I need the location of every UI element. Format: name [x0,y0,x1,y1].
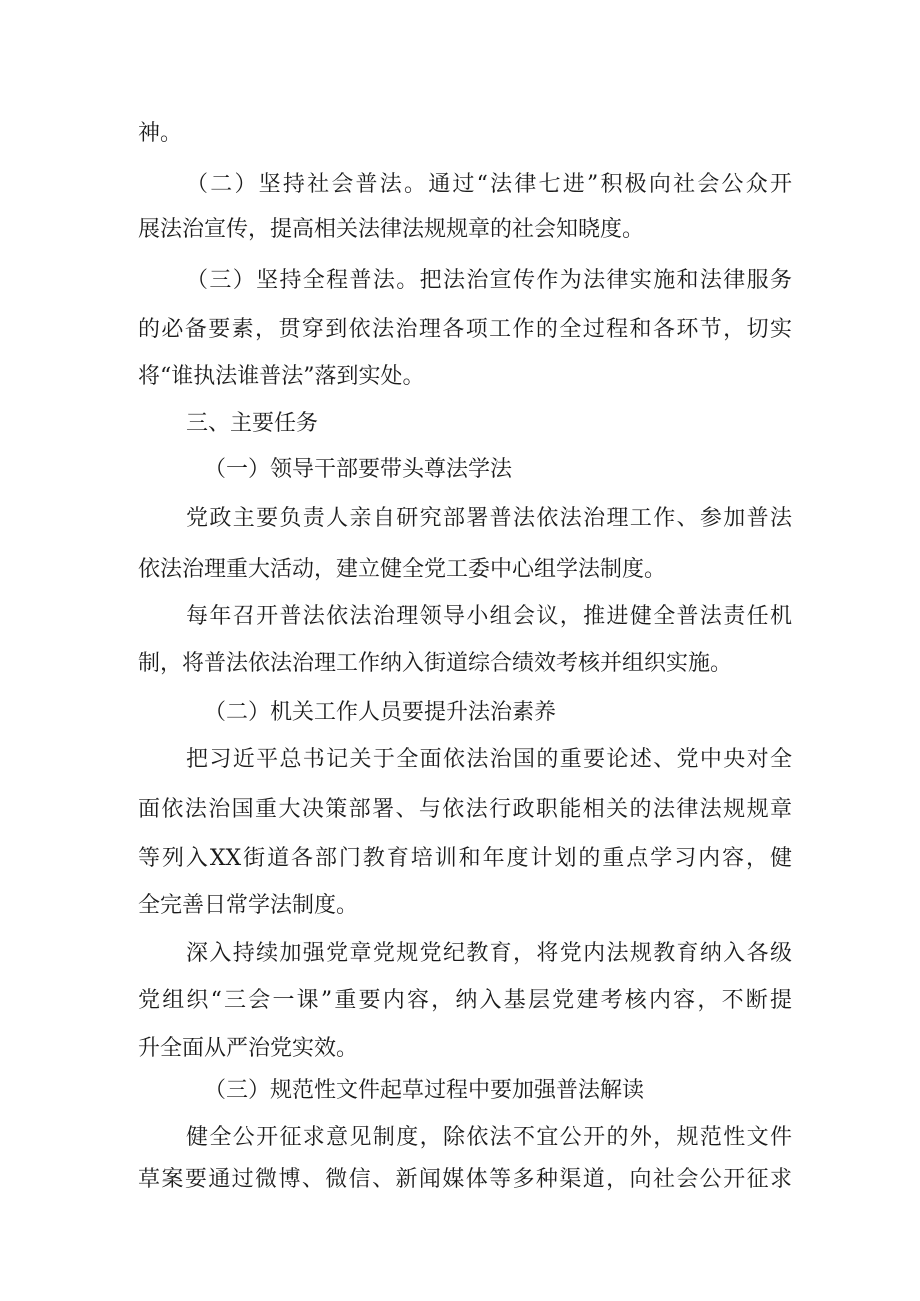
text-line: 的必备要素，贯穿到依法治理各项工作的全过程和各环节，切实 [138,317,792,342]
text-line: 制，将普法依法治理工作纳入街道综合绩效考核并组织实施。 [138,651,733,676]
text-line: 健全公开征求意见制度，除依法不宜公开的外，规范性文件 [186,1125,792,1150]
text-line: 草案要通过微博、微信、新闻媒体等多种渠道，向社会公开征求 [138,1167,792,1192]
text-line: 党组织“三会一课”重要内容，纳入基层党建考核内容，不断提 [138,988,792,1013]
text-line: 升全面从严治党实效。 [138,1036,359,1061]
text-line: 全完善日常学法制度。 [138,893,359,918]
text-line: 展法治宣传，提高相关法律法规规章的社会知晓度。 [138,217,645,242]
text-line: 依法治理重大活动，建立健全党工委中心组学法制度。 [138,557,667,582]
text-line: 每年召开普法依法治理领导小组会议，推进健全普法责任机 [186,604,792,629]
text-line: （二）坚持社会普法。通过“法律七进”积极向社会公众开 [186,172,792,197]
text-line: 党政主要负责人亲自研究部署普法依法治理工作、参加普法 [186,506,792,531]
subsection-heading: （三）规范性文件起草过程中要加强普法解读 [204,1078,645,1103]
section-heading: 三、主要任务 [186,411,319,436]
text-line: 等列入XX街道各部门教育培训和年度计划的重点学习内容，健 [138,846,792,871]
text-line: 面依法治国重大决策部署、与依法行政职能相关的法律法规规章 [138,797,792,822]
text-line: 把习近平总书记关于全面依法治国的重要论述、党中央对全 [186,747,792,772]
text-line: 将“谁执法谁普法”落到实处。 [138,364,425,389]
text-line: 深入持续加强党章党规党纪教育，将党内法规教育纳入各级 [186,941,792,966]
text-line: 神。 [138,121,183,146]
subsection-heading: （一）领导干部要带头尊法学法 [204,457,513,482]
subsection-heading: （二）机关工作人员要提升法治素养 [204,700,557,725]
text-line: （三）坚持全程普法。把法治宣传作为法律实施和法律服务 [186,268,792,293]
